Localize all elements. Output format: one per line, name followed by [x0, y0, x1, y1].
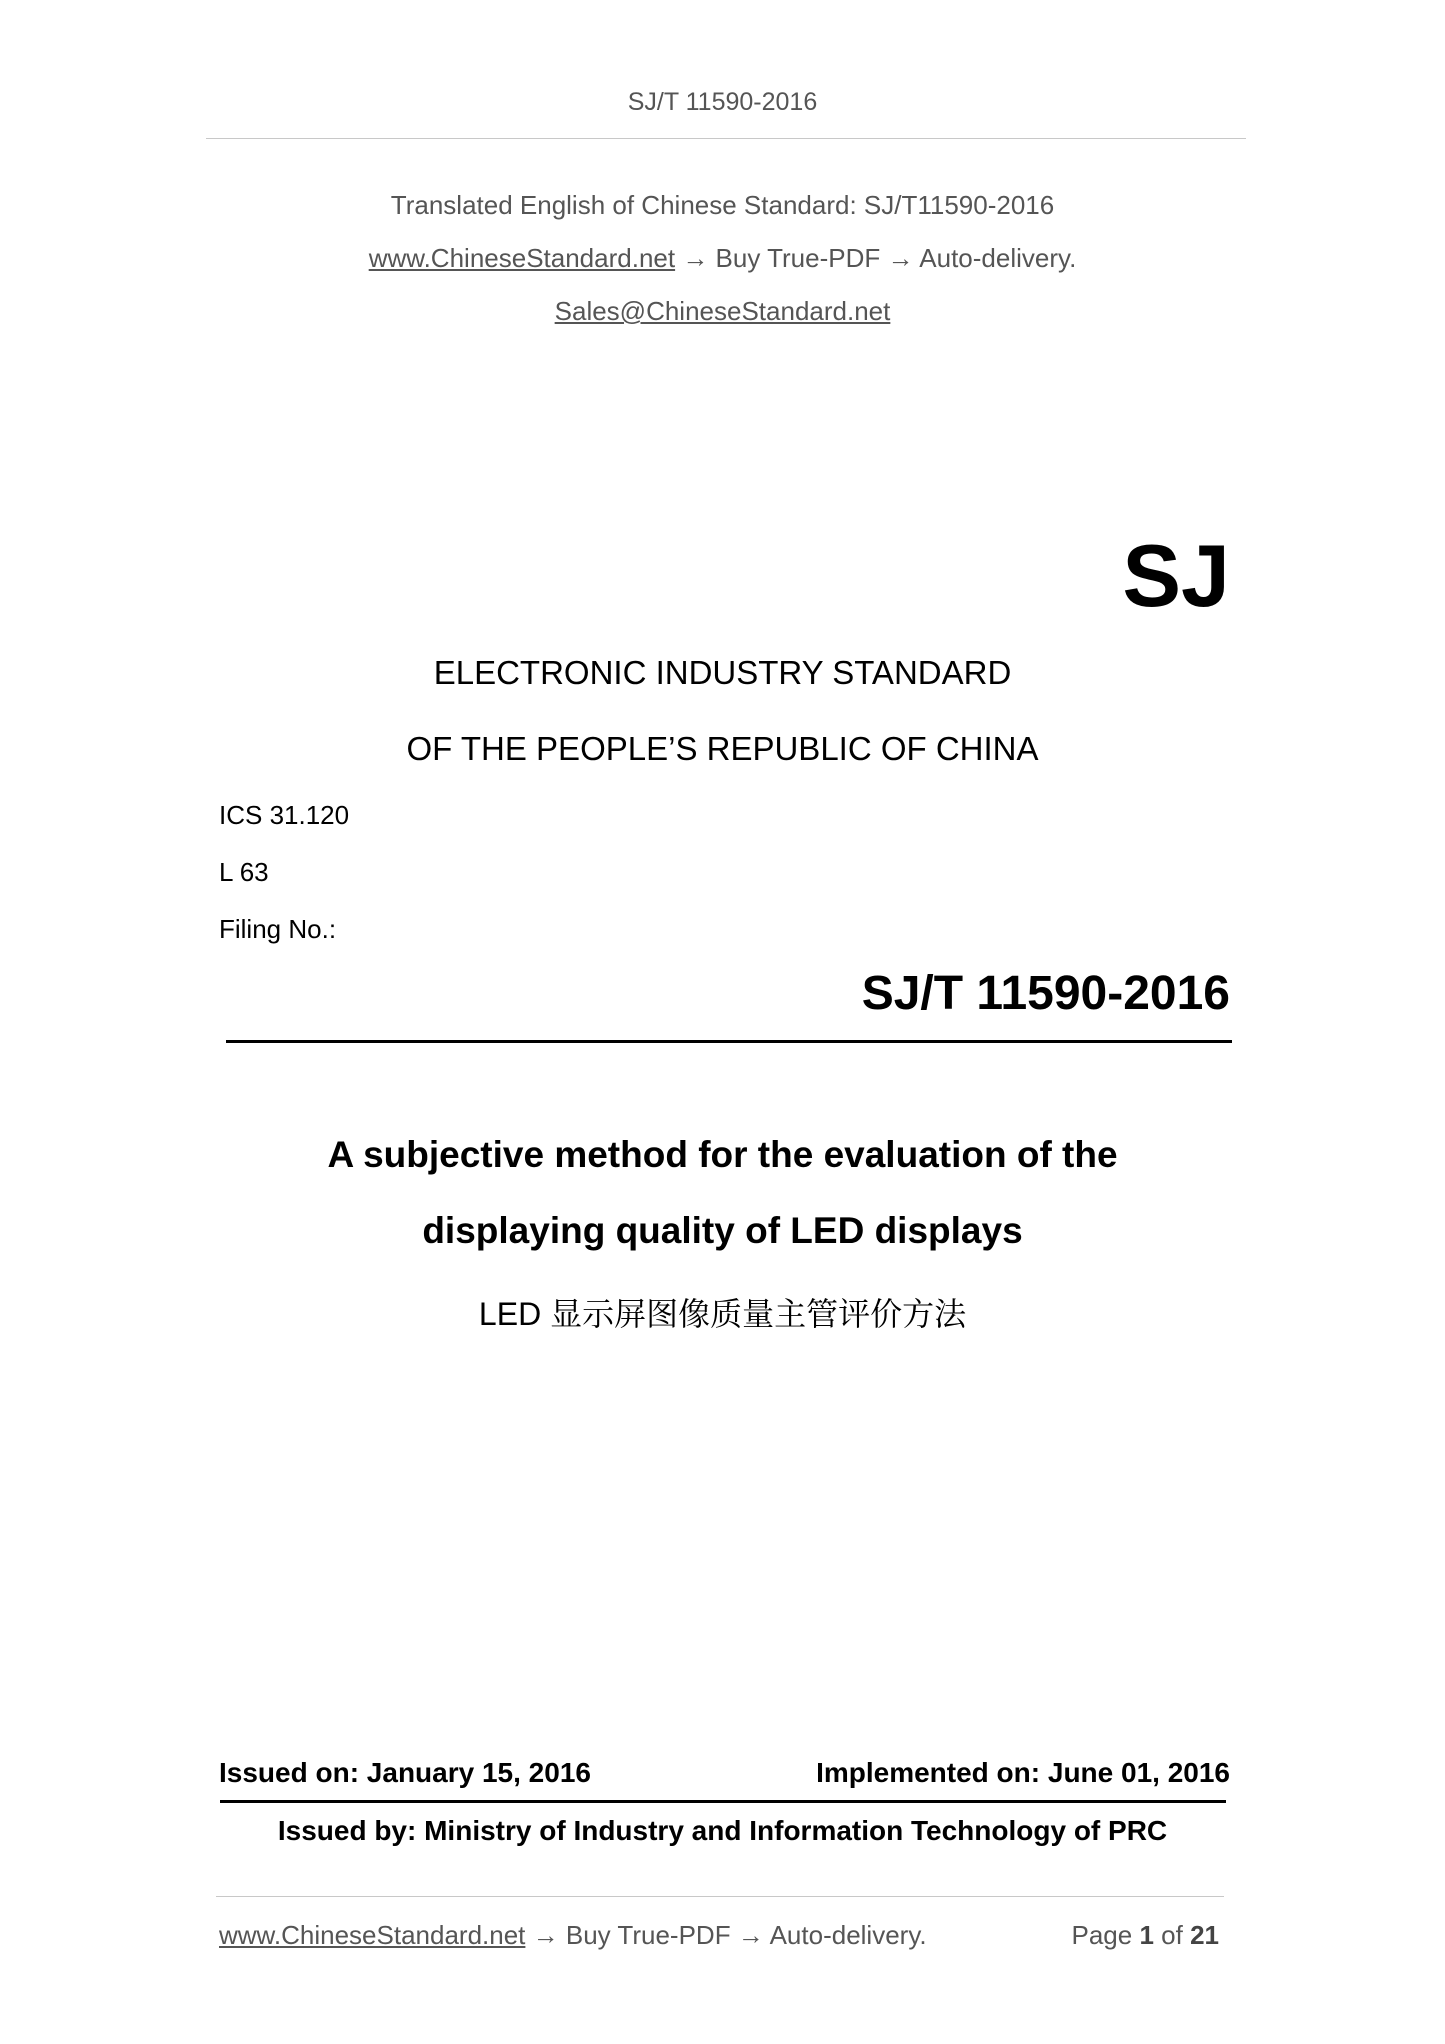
- footer-purchase-line: [219, 1920, 927, 1951]
- footer-divider: [216, 1896, 1224, 1897]
- standard-number: SJ/T 11590-2016: [861, 967, 1230, 1020]
- header-divider: [206, 138, 1246, 139]
- page-total: 21: [1190, 1920, 1219, 1950]
- page-label: Page: [1071, 1920, 1133, 1950]
- email-link[interactable]: Sales@ChineseStandard.net: [554, 296, 891, 326]
- email-line: [0, 296, 1445, 327]
- page-number: 1: [1139, 1920, 1154, 1950]
- buy-text: → Buy True-PDF → Auto-delivery.: [682, 243, 1077, 273]
- of-label: of: [1161, 1920, 1183, 1950]
- standard-divider: [226, 1040, 1232, 1043]
- issued-by: Issued by: Ministry of Industry and Information Technology of PRC: [277, 1815, 1168, 1846]
- ics-code: ICS 31.120: [219, 800, 350, 830]
- page-indicator: [1071, 1920, 1219, 1951]
- classification-code: L 63: [219, 857, 269, 887]
- sj-logo: SJ: [1122, 526, 1230, 625]
- standard-heading-line2: OF THE PEOPLE’S REPUBLIC OF CHINA: [406, 730, 1039, 767]
- title-en-line2: displaying quality of LED displays: [422, 1210, 1023, 1251]
- issued-date: Issued on: January 15, 2016: [219, 1757, 591, 1788]
- purchase-line: [0, 243, 1445, 274]
- footer-site-link[interactable]: www.ChineseStandard.net: [219, 1920, 526, 1950]
- title-cn: LED 显示屏图像质量主管评价方法: [478, 1296, 967, 1332]
- dates-divider: [220, 1800, 1226, 1803]
- translated-notice: Translated English of Chinese Standard: SJ/T11590-2016: [390, 190, 1055, 220]
- standard-heading-line1: ELECTRONIC INDUSTRY STANDARD: [433, 654, 1012, 691]
- filing-number: Filing No.:: [219, 914, 337, 944]
- site-link[interactable]: www.ChineseStandard.net: [368, 243, 676, 273]
- implemented-date: Implemented on: June 01, 2016: [816, 1757, 1230, 1788]
- running-header: SJ/T 11590-2016: [627, 88, 818, 116]
- footer-buy-text: → Buy True-PDF → Auto-delivery.: [532, 1920, 927, 1950]
- title-en-line1: A subjective method for the evaluation of the: [327, 1134, 1118, 1175]
